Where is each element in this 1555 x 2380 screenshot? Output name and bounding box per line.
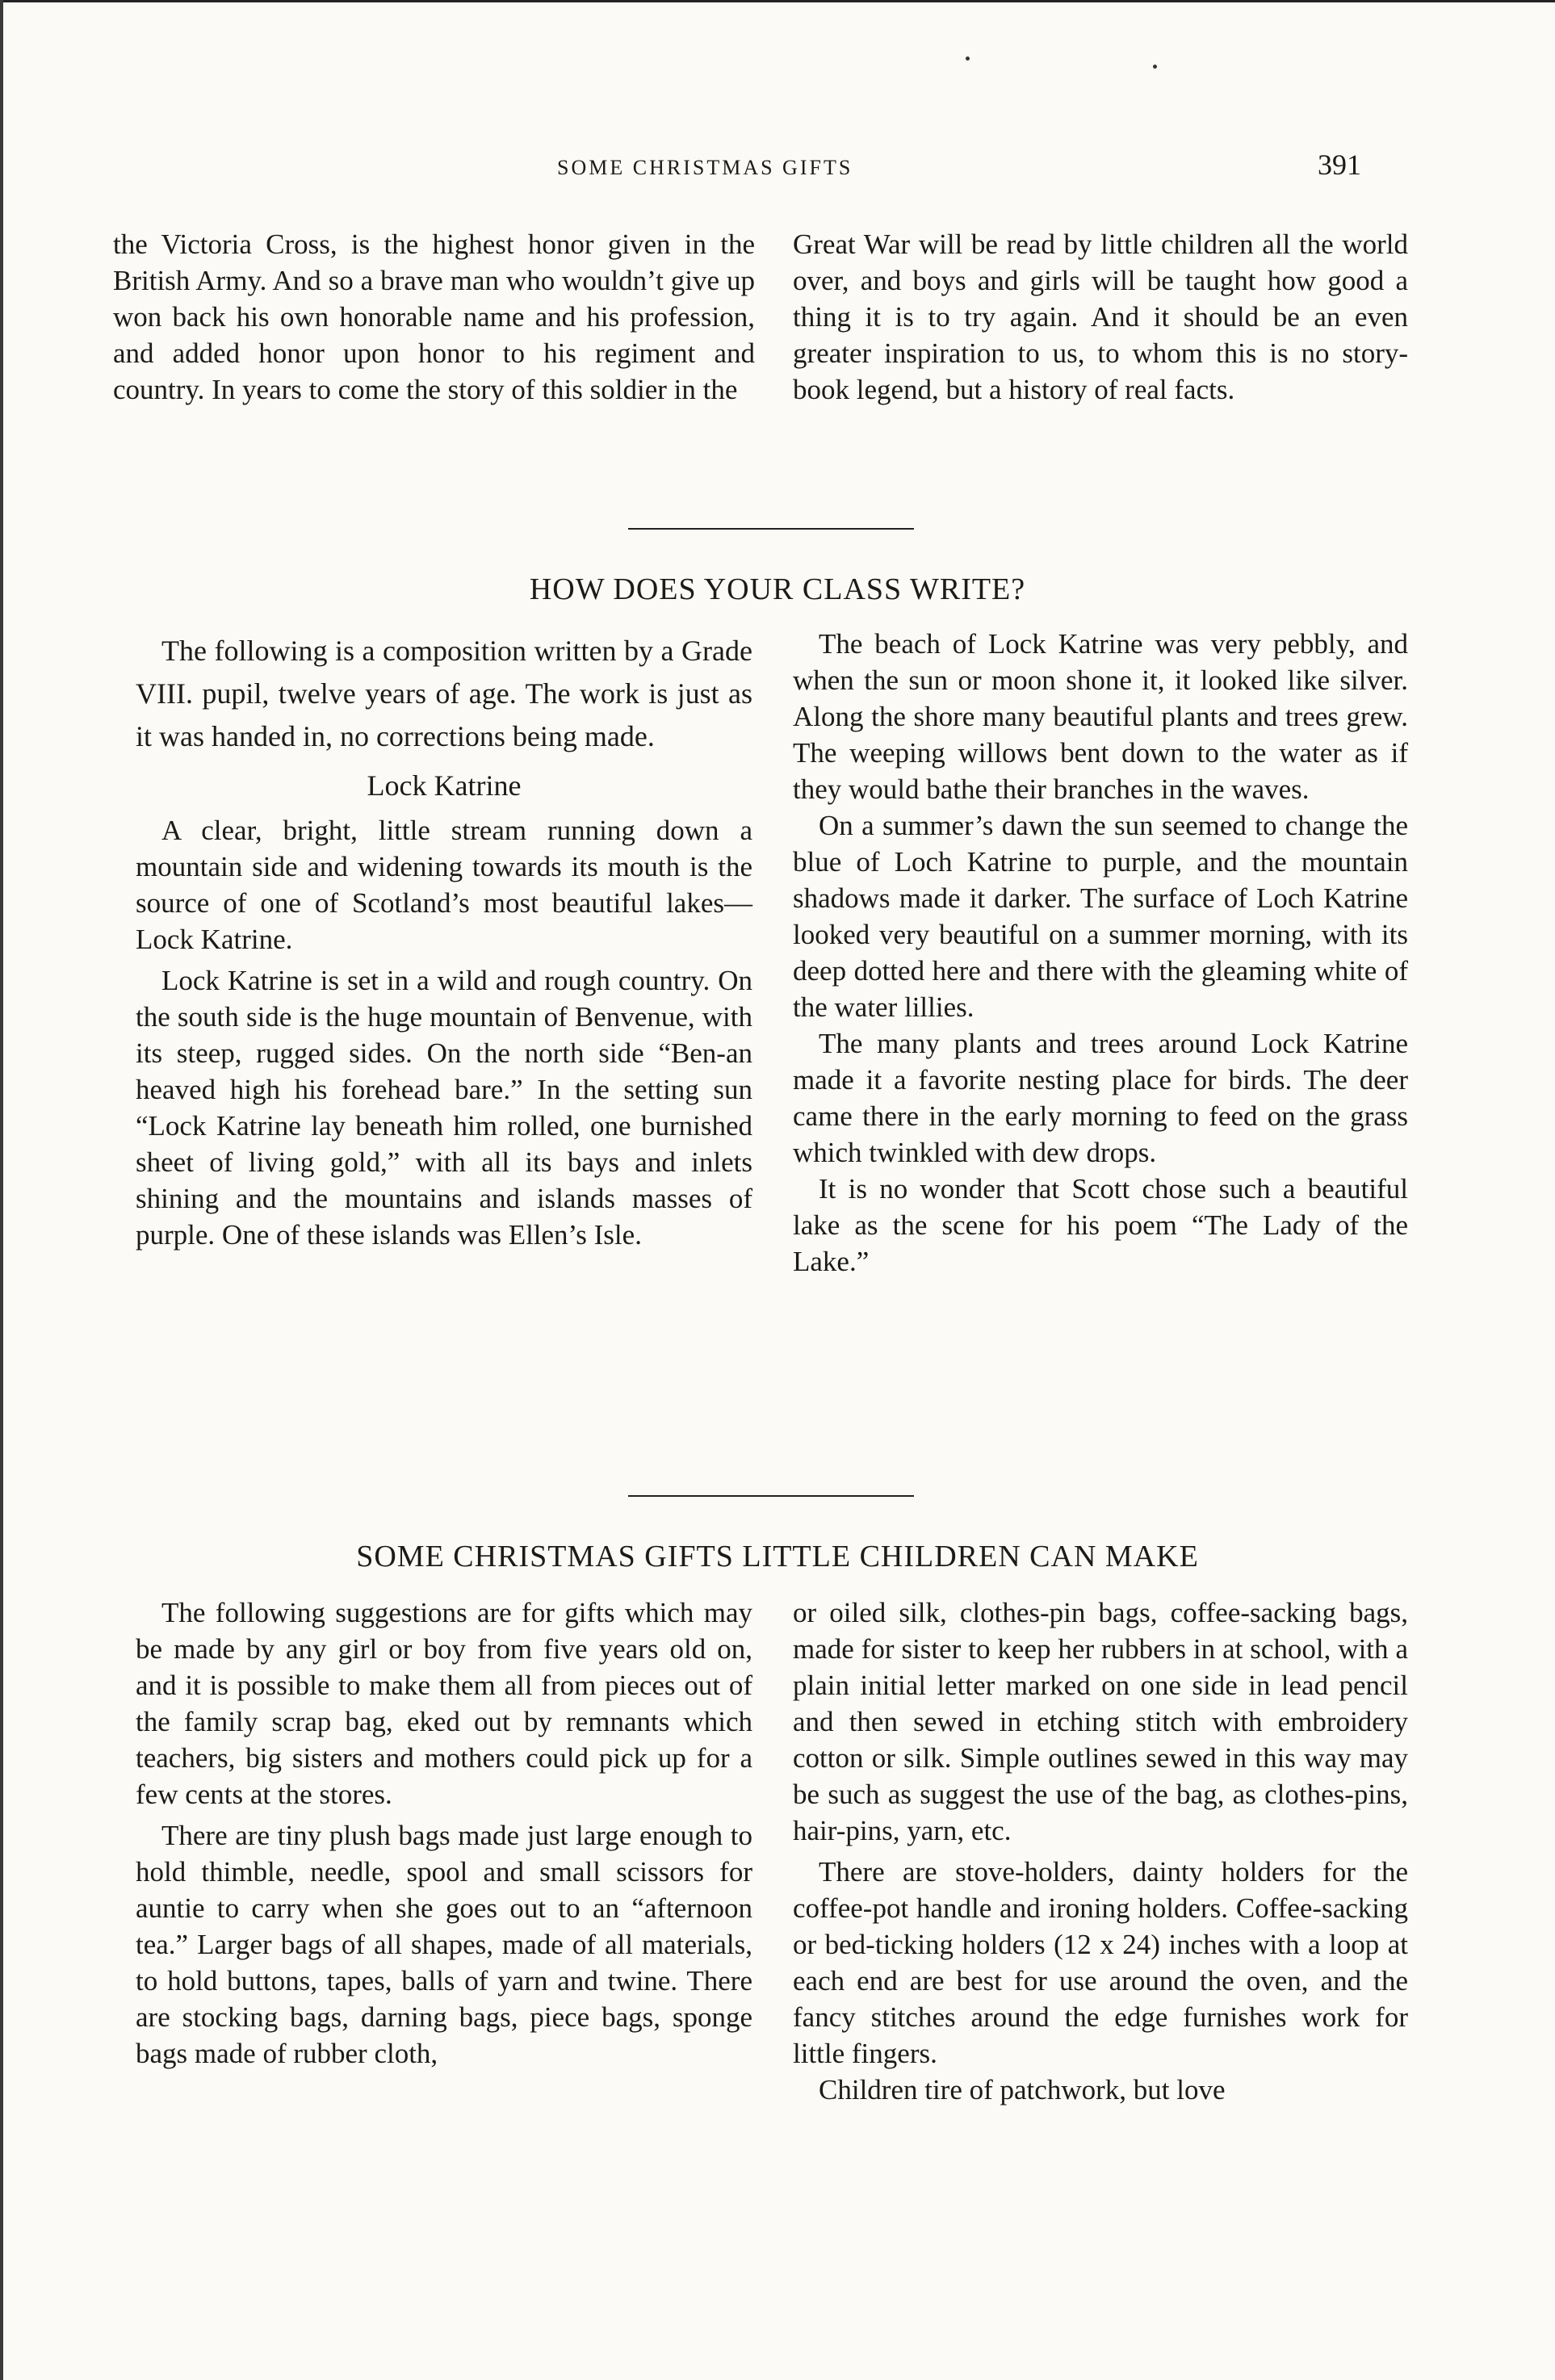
gifts-paragraph: There are stove-holders, dainty holders for the coffee-pot handle and ironing holders. Coffee-sacking or bed-ticking holders (12 x 24) inches with a loop at each end are best for use around the oven, and the fancy stitches around the edge furnishes work for little fingers. [793, 1856, 1408, 2069]
composition-title: Lock Katrine [367, 769, 522, 802]
composition-paragraph: The beach of Lock Katrine was very pebbly, and when the sun or moon shone it, it looked like silver. Along the shore many beautiful plants and trees grew. The weeping willows bent down to the water as if they would bathe their branches in the waves. [793, 628, 1408, 805]
running-head: SOME CHRISTMAS GIFTS [557, 156, 853, 179]
top-left-paragraph: the Victoria Cross, is the highest honor given in the British Army. And so a brave man who wouldn’t give up won back his own honorable name and his profession, and added honor upon honor to his regiment and country. In years to come the story of this soldier in the [113, 228, 755, 405]
top-right-paragraph: Great War will be read by little children all the world over, and boys and girls will be taught how good a thing it is to try again. And it should be an even greater inspiration to us, to whom this is no story-book legend, but a history of real facts. [793, 228, 1408, 405]
gifts-paragraph: There are tiny plush bags made just large enough to hold thimble, needle, spool and small scissors for auntie to carry when she goes out to an “afternoon tea.” Larger bags of all shapes, made of all materials, to hold buttons, tapes, balls of yarn and twine. There are stocking bags, darning bags, piece bags, sponge bags made of rubber cloth, [136, 1820, 752, 2069]
scan-speck [1153, 65, 1157, 69]
composition-paragraph: The many plants and trees around Lock Katrine made it a favorite nesting place for birds. The deer came there in the early morning to feed on the grass which twinkled with dew drops. [793, 1028, 1408, 1168]
composition-paragraph: Lock Katrine is set in a wild and rough country. On the south side is the huge mountain of Benvenue, with its steep, rugged sides. On the north side “Ben-an heaved high his forehead bare.” In the setting sun “Lock Katrine lay beneath him rolled, one burnished sheet of living gold,” with all its bays and inlets shining and the mountains and islands masses of purple. One of these islands was Ellen’s Isle. [136, 965, 752, 1251]
class-write-left-column [136, 630, 752, 1253]
page-number: 391 [1318, 149, 1361, 181]
composition-paragraph: It is no wonder that Scott chose such a beautiful lake as the scene for his poem “The Lady of the Lake.” [793, 1173, 1408, 1277]
class-write-right-column [793, 626, 1408, 1280]
christmas-gifts-right-column [793, 1594, 1408, 2108]
class-write-intro: The following is a composition written by a Grade VIII. pupil, twelve years of age. The work is just as it was handed in, no corrections being made. [136, 635, 752, 752]
composition-paragraph: On a summer’s dawn the sun seemed to change the blue of Loch Katrine to purple, and the mountain shadows made it darker. The surface of Loch Katrine looked very beautiful on a summer morning, with its deep dotted here and there with the gleaming white of the water lillies. [793, 810, 1408, 1023]
top-right-column [793, 226, 1408, 408]
scan-speck [966, 57, 970, 61]
composition-paragraph: A clear, bright, little stream running down a mountain side and widening towards its mouth is the source of one of Scotland’s most beautiful lakes—Lock Katrine. [136, 815, 752, 955]
gifts-paragraph: Children tire of patchwork, but love [819, 2074, 1226, 2106]
scan-edge-top [0, 0, 1555, 2]
christmas-gifts-left-column [136, 1594, 752, 2072]
class-write-heading: HOW DOES YOUR CLASS WRITE? [529, 572, 1026, 606]
section-divider [628, 528, 914, 530]
top-left-column [113, 226, 755, 408]
gifts-paragraph: or oiled silk, clothes-pin bags, coffee-sacking bags, made for sister to keep her rubbers in at school, with a plain initial letter marked on one side in lead pencil and then sewed in etching stitch with embroidery cotton or silk. Simple outlines sewed in this way may be such as suggest the use of the bag, as clothes-pins, hair-pins, yarn, etc. [793, 1597, 1408, 1846]
section-divider [628, 1495, 914, 1497]
gifts-paragraph: The following suggestions are for gifts which may be made by any girl or boy from five years old on, and it is possible to make them all from pieces out of the family scrap bag, eked out by remnants which teachers, big sisters and mothers could pick up for a few cents at the stores. [136, 1597, 752, 1810]
scan-edge-left [0, 0, 3, 2380]
christmas-gifts-heading: SOME CHRISTMAS GIFTS LITTLE CHILDREN CAN MAKE [356, 1540, 1199, 1573]
